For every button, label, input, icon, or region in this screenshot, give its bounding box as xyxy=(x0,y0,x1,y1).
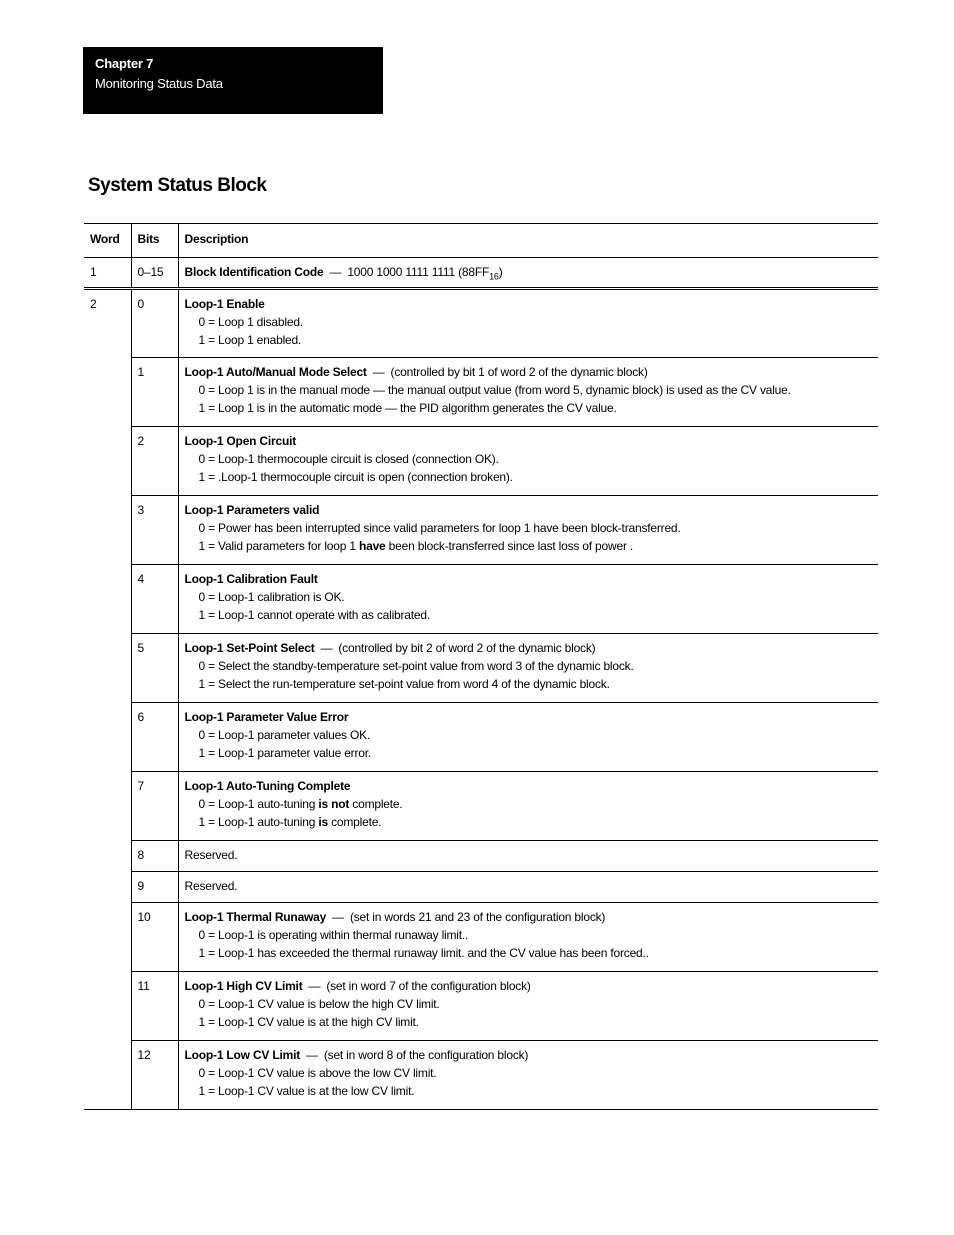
description-title: Loop-1 Auto/Manual Mode Select xyxy=(184,365,367,379)
em-dash: — xyxy=(332,910,344,924)
table-row xyxy=(84,1041,878,1110)
description-note: (set in word 8 of the configuration block) xyxy=(323,1048,529,1062)
table-row xyxy=(84,772,878,841)
column-header-word: Word xyxy=(84,224,131,258)
description-cell xyxy=(178,358,878,427)
description-note: (set in word 7 of the configuration block) xyxy=(326,979,531,993)
bits-cell: 4 xyxy=(131,565,178,634)
column-header-bits: Bits xyxy=(131,224,178,258)
option-line: 0 = Loop 1 is in the manual mode — the manual output value (from word 5, dynamic block) is used as the CV value. xyxy=(198,383,791,397)
table-row xyxy=(84,258,878,289)
em-dash: — xyxy=(308,979,321,993)
option-line: 1 = .Loop-1 thermocouple circuit is open (connection broken). xyxy=(198,470,513,484)
option-line: 1 = Loop-1 cannot operate with as calibrated. xyxy=(198,608,430,622)
word-cell: 2 xyxy=(84,289,131,1110)
bits-cell: 12 xyxy=(131,1041,178,1110)
description-title: Loop-1 Calibration Fault xyxy=(184,572,318,586)
bits-cell: 5 xyxy=(131,634,178,703)
column-header-description: Description xyxy=(178,224,878,258)
option-line: 0 = Loop-1 CV value is below the high CV limit. xyxy=(198,997,440,1011)
description-note: (controlled by bit 1 of word 2 of the dynamic block) xyxy=(390,365,648,379)
option-emphasis: have xyxy=(358,539,386,553)
em-dash: — xyxy=(329,265,342,279)
bits-cell: 3 xyxy=(131,496,178,565)
table-row xyxy=(84,841,878,872)
description-title: Loop-1 Open Circuit xyxy=(184,434,297,448)
description-cell: Reserved. xyxy=(178,872,878,903)
bits-cell: 1 xyxy=(131,358,178,427)
description-title: Loop-1 High CV Limit xyxy=(184,979,303,993)
description-title: Loop-1 Parameter Value Error xyxy=(184,710,349,724)
option-line: 0 = Loop 1 disabled. xyxy=(198,315,303,329)
table-row xyxy=(84,358,878,427)
description-cell xyxy=(178,1041,878,1110)
option-line: 0 = Loop-1 is operating within thermal runaway limit.. xyxy=(198,928,469,942)
chapter-header xyxy=(83,47,383,114)
table-row xyxy=(84,703,878,772)
description-title: Loop-1 Set-Point Select xyxy=(184,641,315,655)
em-dash: — xyxy=(320,641,333,655)
description-cell xyxy=(178,772,878,841)
em-dash: — xyxy=(306,1048,318,1062)
bits-cell: 0–15 xyxy=(131,258,178,289)
bits-cell: 7 xyxy=(131,772,178,841)
table-row xyxy=(84,972,878,1041)
table-header-row xyxy=(84,224,878,258)
description-cell: Reserved. xyxy=(178,841,878,872)
option-line: 1 = Loop 1 enabled. xyxy=(198,333,302,347)
table-row xyxy=(84,427,878,496)
description-cell xyxy=(178,634,878,703)
table-row xyxy=(84,565,878,634)
section-title: System Status Block xyxy=(88,175,267,196)
option-line: 1 = Loop-1 CV value is at the low CV limit. xyxy=(198,1084,415,1098)
option-text: 0 = Loop-1 auto-tuning xyxy=(198,797,319,811)
option-line xyxy=(185,813,873,831)
bits-cell: 9 xyxy=(131,872,178,903)
description-title: Loop-1 Enable xyxy=(184,297,265,311)
description-cell xyxy=(178,427,878,496)
table-row xyxy=(84,903,878,972)
description-cell xyxy=(178,496,878,565)
bits-cell: 2 xyxy=(131,427,178,496)
option-line: 1 = Loop-1 parameter value error. xyxy=(198,746,372,760)
option-emphasis: is not xyxy=(318,797,350,811)
bits-cell: 10 xyxy=(131,903,178,972)
bits-cell: 8 xyxy=(131,841,178,872)
close-paren: ) xyxy=(498,265,503,279)
option-text: 1 = Valid parameters for loop 1 xyxy=(198,539,359,553)
chapter-title: Monitoring Status Data xyxy=(95,76,223,91)
description-cell xyxy=(178,258,878,289)
em-dash: — xyxy=(372,365,385,379)
option-line: 1 = Loop 1 is in the automatic mode — the PID algorithm generates the CV value. xyxy=(198,401,617,415)
option-text: 1 = Loop-1 auto-tuning xyxy=(198,815,319,829)
description-title: Loop-1 Low CV Limit xyxy=(184,1048,301,1062)
option-text: complete. xyxy=(327,815,382,829)
word-cell: 1 xyxy=(84,258,131,289)
option-line: 0 = Select the standby-temperature set-point value from word 3 of the dynamic block. xyxy=(198,659,634,673)
description-value: 1000 1000 1111 1111 (88FF xyxy=(347,265,490,279)
description-cell xyxy=(178,565,878,634)
chapter-number: Chapter 7 xyxy=(95,56,154,71)
option-line: 1 = Select the run-temperature set-point value from word 4 of the dynamic block. xyxy=(198,677,610,691)
option-text: been block-transferred since last loss of power . xyxy=(385,539,634,553)
table-row xyxy=(84,634,878,703)
table-row xyxy=(84,496,878,565)
bits-cell: 6 xyxy=(131,703,178,772)
description-note: (set in words 21 and 23 of the configuration block) xyxy=(349,910,606,924)
hex-subscript: 16 xyxy=(489,271,499,282)
description-cell xyxy=(178,289,878,358)
description-title: Block Identification Code xyxy=(184,265,324,279)
option-text: complete. xyxy=(349,797,403,811)
description-cell xyxy=(178,903,878,972)
table-row xyxy=(84,872,878,903)
option-line: 1 = Loop-1 CV value is at the high CV limit. xyxy=(198,1015,419,1029)
description-title: Loop-1 Auto-Tuning Complete xyxy=(184,779,351,793)
option-line: 0 = Loop-1 thermocouple circuit is closed (connection OK). xyxy=(198,452,499,466)
system-status-table xyxy=(84,223,878,1110)
option-line xyxy=(185,795,873,813)
option-line: 0 = Loop-1 parameter values OK. xyxy=(198,728,371,742)
option-line: 0 = Loop-1 calibration is OK. xyxy=(198,590,345,604)
option-line xyxy=(185,537,873,555)
option-line: 0 = Loop-1 CV value is above the low CV limit. xyxy=(198,1066,437,1080)
description-cell xyxy=(178,703,878,772)
description-note: (controlled by bit 2 of word 2 of the dynamic block) xyxy=(338,641,596,655)
option-line: 0 = Power has been interrupted since valid parameters for loop 1 have been block-transferred. xyxy=(198,521,681,535)
description-cell xyxy=(178,972,878,1041)
bits-cell: 11 xyxy=(131,972,178,1041)
option-emphasis: is xyxy=(318,815,328,829)
bits-cell: 0 xyxy=(131,289,178,358)
option-line: 1 = Loop-1 has exceeded the thermal runaway limit. and the CV value has been forced.. xyxy=(198,946,649,960)
table-row xyxy=(84,289,878,358)
description-title: Loop-1 Parameters valid xyxy=(184,503,320,517)
description-title: Loop-1 Thermal Runaway xyxy=(184,910,327,924)
